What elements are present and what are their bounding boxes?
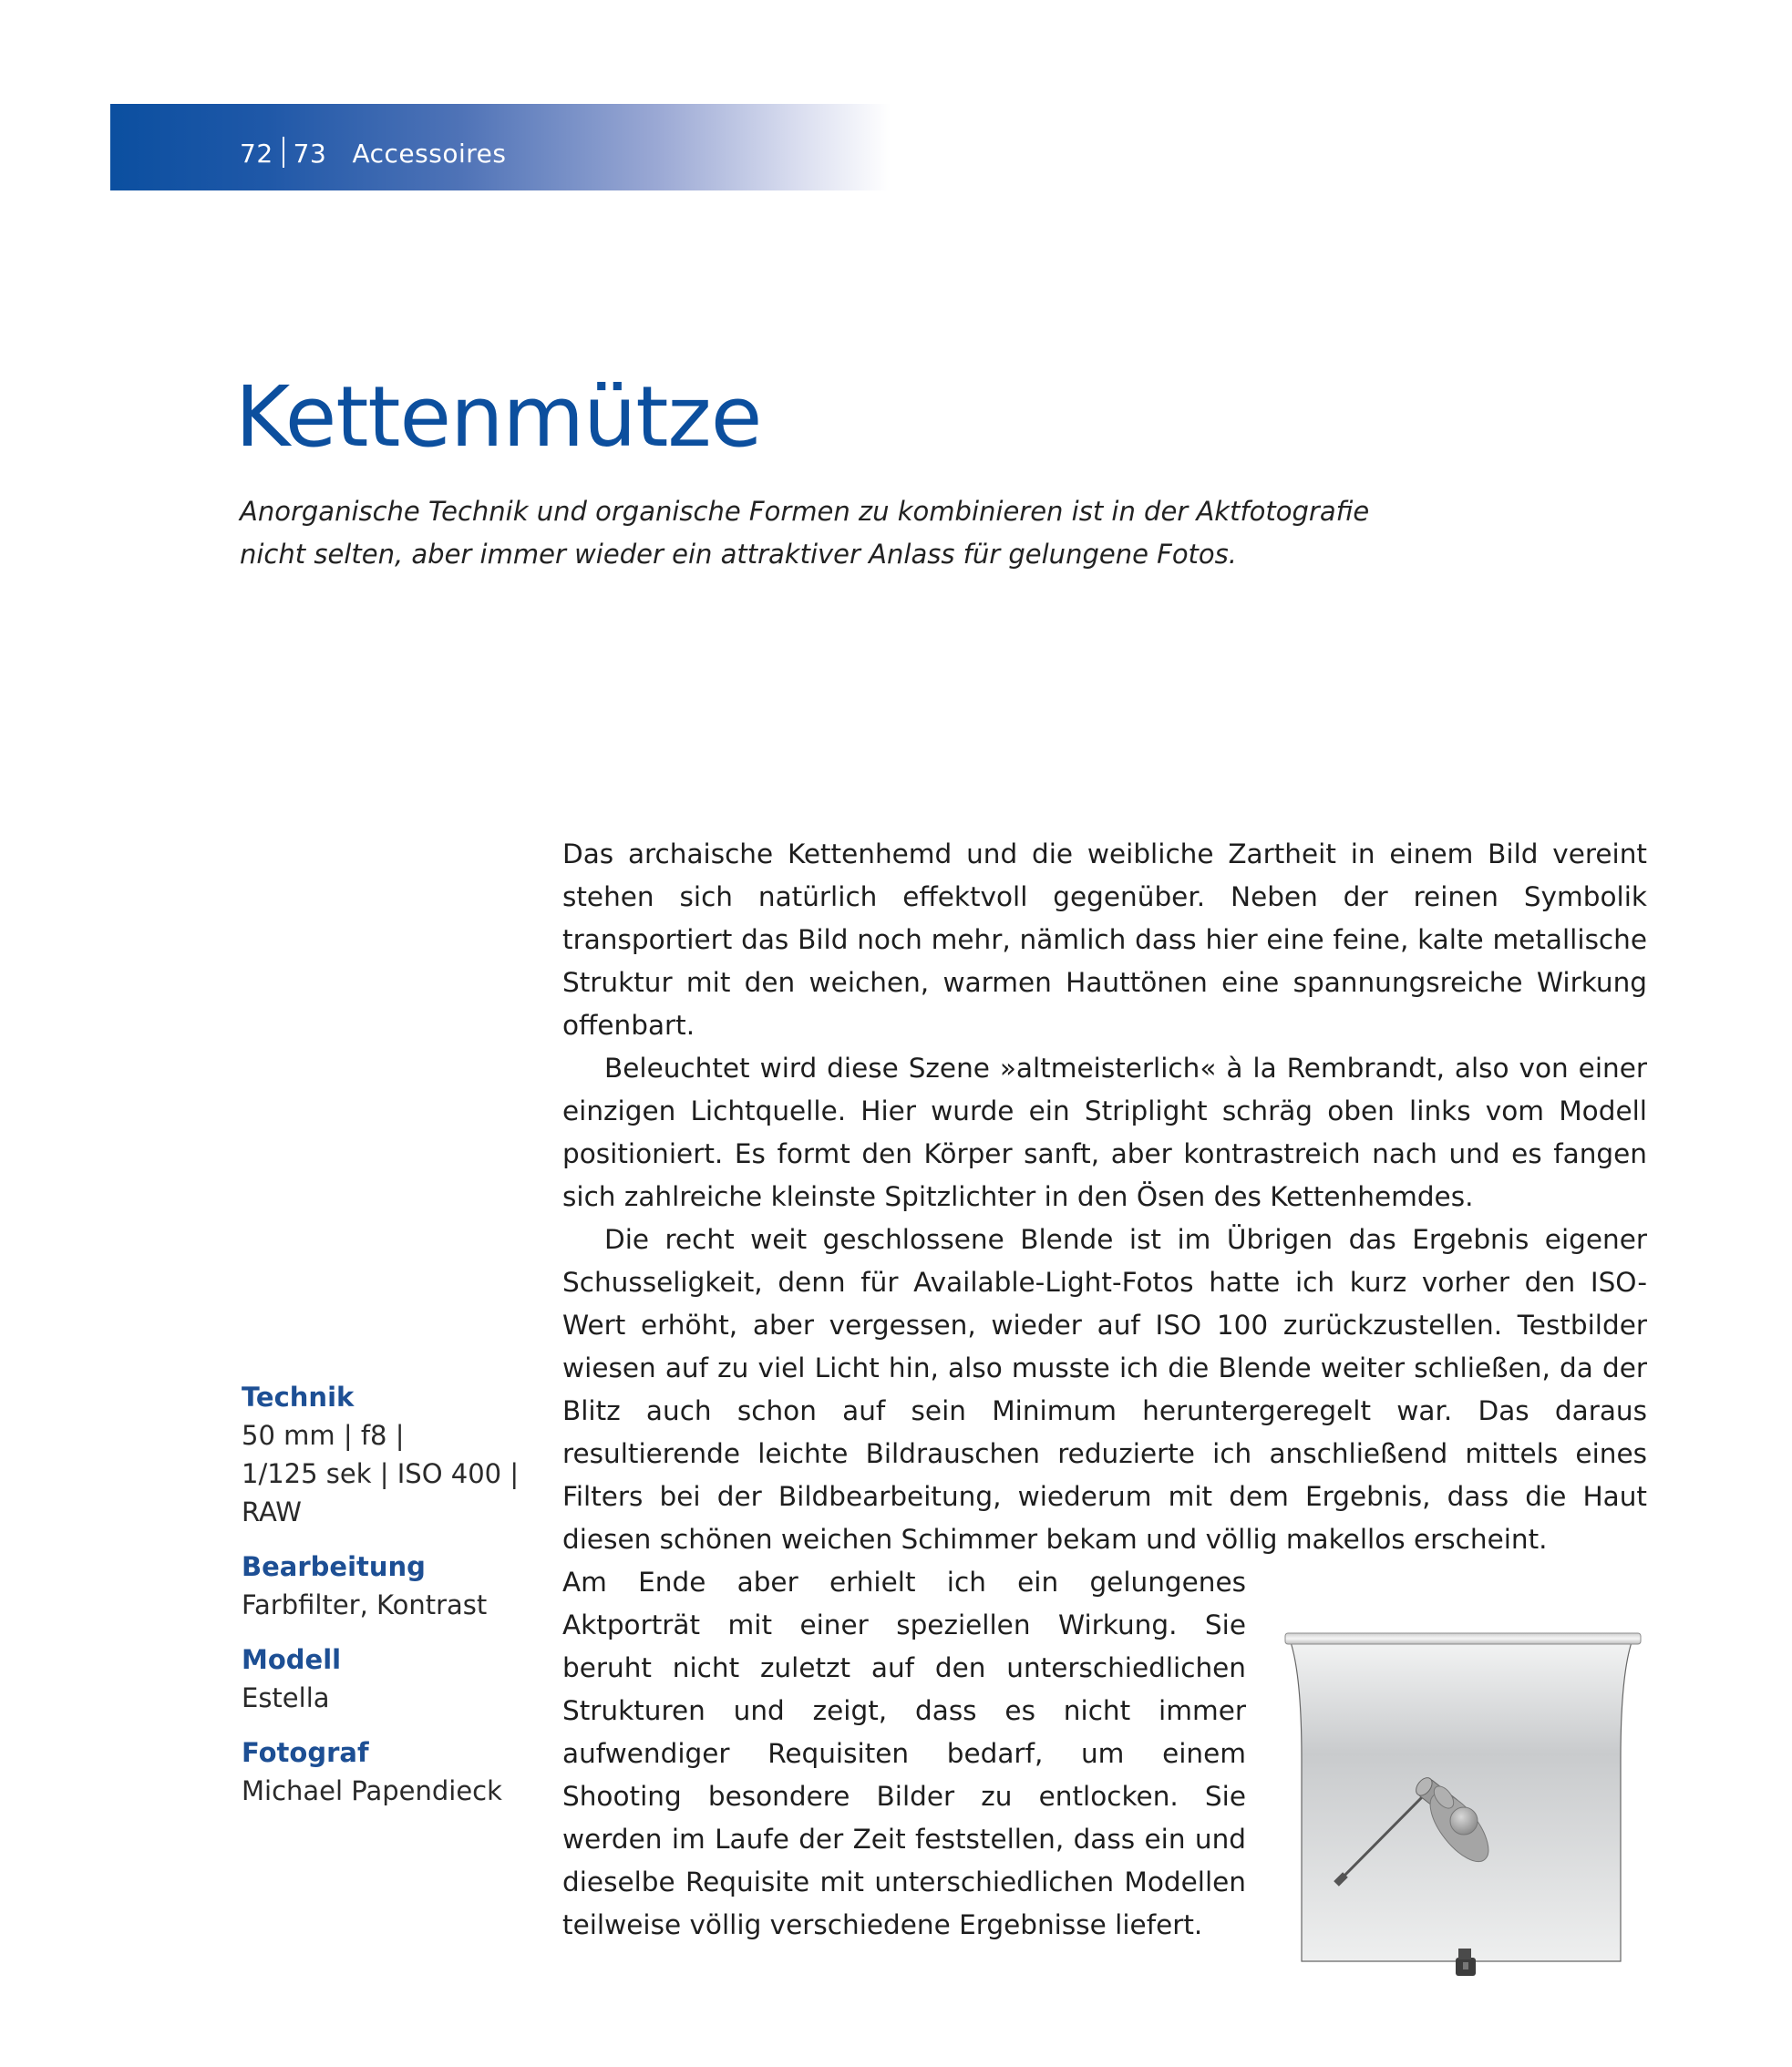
paragraph-3: Die recht weit geschlossene Blende ist im Übrigen das Ergebnis eigener Schusseligkeit, denn für Available-Light-Fotos hatte ich kurz vorher den ISO-Wert erhöht, aber vergessen, wieder auf ISO 100 zurückzustellen. Testbilder wiesen auf zu viel Licht hin, also musste ich die Blende weiter schließen, da der Blitz auch schon auf sein Minimum heruntergeregelt war. Das daraus resultierende leichte Bildrauschen reduzierte ich anschließend mittels eines Filters bei der Bildbearbeitung, wiederum mit dem Ergebnis, dass die Haut diesen schönen weichen Schimmer bekam und völlig makellos erscheint. [562, 1224, 1647, 1555]
page-separator [283, 137, 284, 168]
subtitle-line-2: nicht selten, aber immer wieder ein attraktiver Anlass für gelungene Fotos. [240, 539, 1237, 570]
paragraph-4: Am Ende aber erhielt ich ein gelungenes Aktporträt mit einer speziellen Wirkung. Sie beruht nicht zuletzt auf den unterschiedlichen Strukturen und zeigt, dass es nicht immer aufwendiger Requisiten bedarf, um einem Shooting besondere Bilder zu entlocken. Sie werden im Laufe der Zeit feststellen, dass ein und dieselbe Requisite mit unterschiedlichen Modellen teilweise völlig verschiedene Ergebnisse liefert. [562, 1567, 1246, 1940]
bearbeitung-value: Farbfilter, Kontrast [242, 1589, 488, 1620]
subtitle-line-1: Anorganische Technik und organische Formen zu kombinieren ist in der Aktfotografie [240, 496, 1370, 527]
technik-label: Technik [242, 1382, 355, 1413]
backdrop-paper [1285, 1633, 1641, 1961]
technik-line-1: 50 mm | f8 | [242, 1420, 405, 1451]
paragraph-1: Das archaische Kettenhemd und die weibliche Zartheit in einem Bild vereint stehen sich natürlich effektvoll gegenüber. Neben der reinen Symbolik transportiert das Bild noch mehr, nämlich dass hier eine feine, kalte metallische Struktur mit den weichen, warmen Hauttönen eine spannungsreiche Wirkung offenbart. [562, 838, 1647, 1041]
subtitle [240, 490, 1425, 576]
fotograf-label: Fotograf [242, 1737, 369, 1768]
photo-info-sidebar [242, 1378, 542, 1826]
page-title: Kettenmütze [235, 368, 762, 466]
running-header [240, 137, 506, 169]
modell-label: Modell [242, 1644, 342, 1675]
technik-line-3: RAW [242, 1496, 302, 1527]
page-number-right: 73 [293, 139, 327, 169]
page-number-left: 72 [240, 139, 273, 169]
technik-line-2: 1/125 sek | ISO 400 | [242, 1458, 520, 1489]
bearbeitung-label: Bearbeitung [242, 1551, 426, 1582]
paragraph-2: Beleuchtet wird diese Szene »altmeisterlich« à la Rembrandt, also von einer einzigen Lichtquelle. Hier wurde ein Striplight schräg oben links vom Modell positioniert. Es formt den Körper sanft, aber kontrastreich nach und es fangen sich zahlreiche kleinste Spitzlichter in den Ösen des Kettenhemdes. [562, 1053, 1647, 1212]
lighting-diagram [1282, 1622, 1655, 1996]
fotograf-value: Michael Papendieck [242, 1775, 502, 1806]
modell-value: Estella [242, 1682, 330, 1713]
section-name: Accessoires [352, 139, 507, 169]
technik-value [242, 1416, 542, 1531]
